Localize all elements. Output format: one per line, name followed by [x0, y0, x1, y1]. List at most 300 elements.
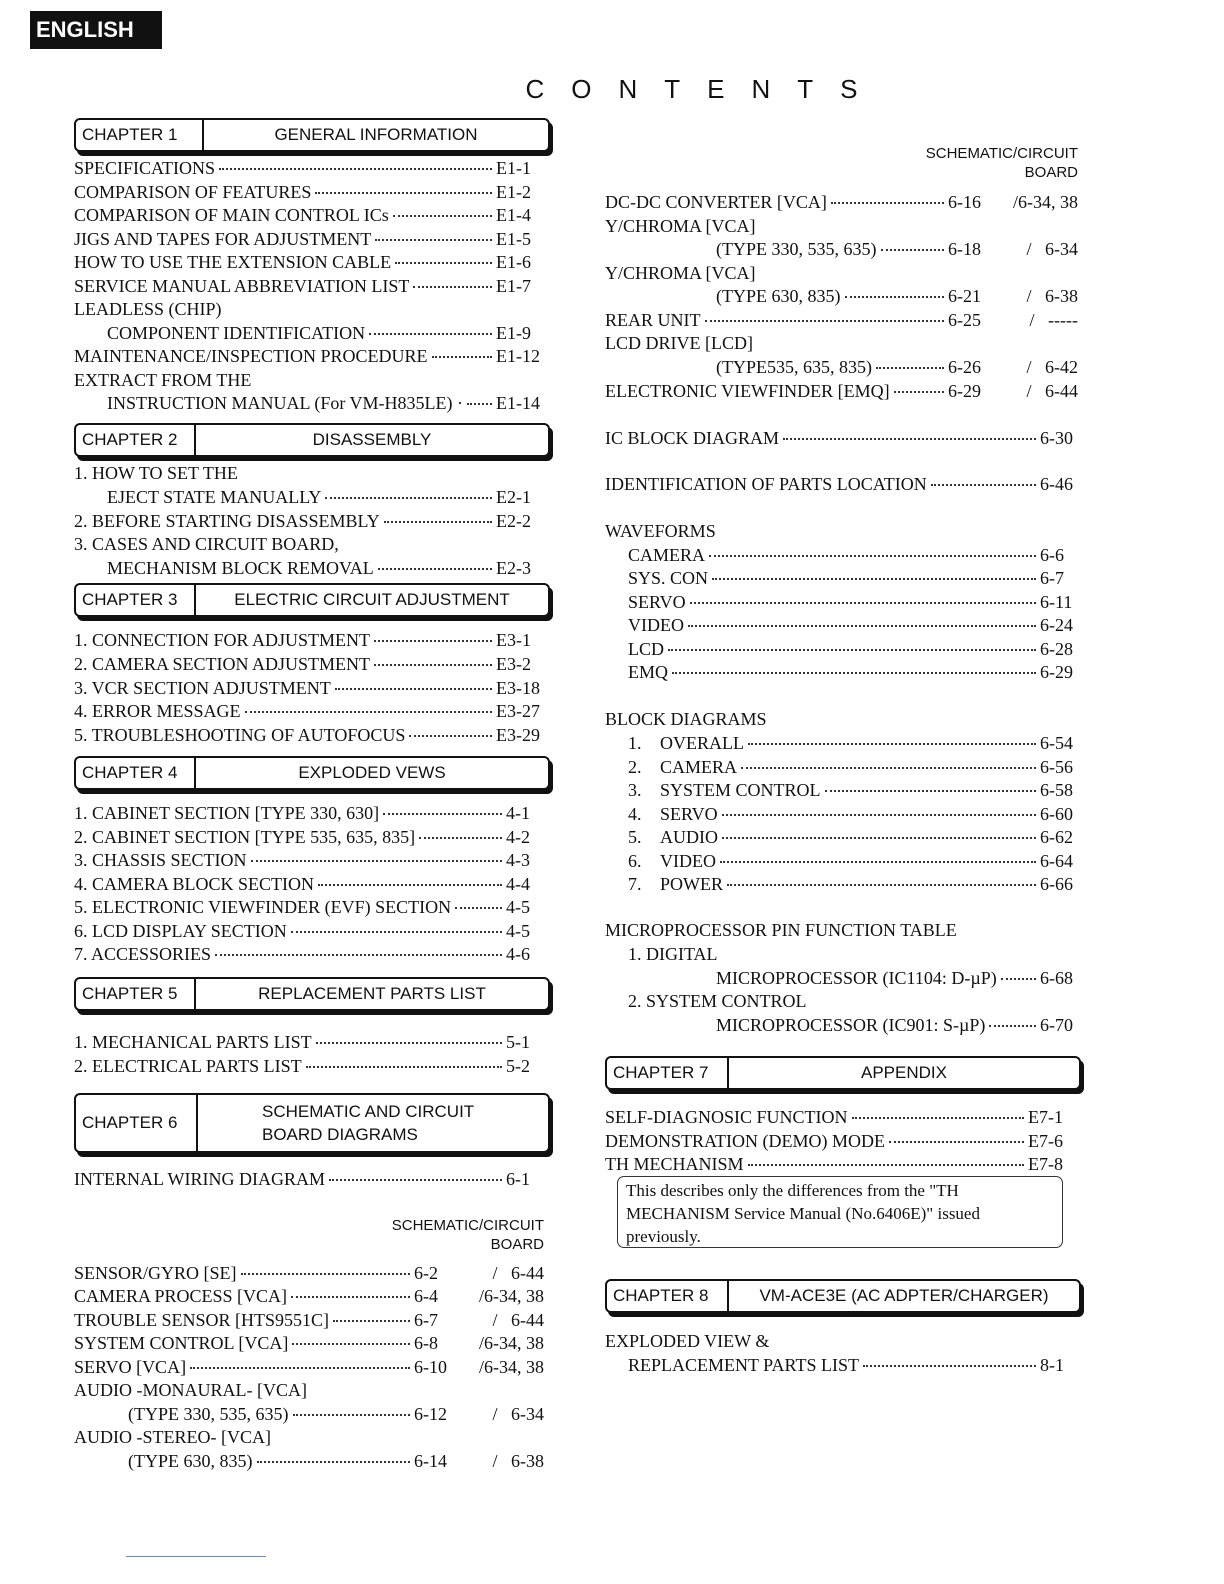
- entry-page: 6-54: [1040, 733, 1073, 753]
- entry-title: VIDEO: [628, 615, 684, 635]
- dot-leader: [329, 1179, 502, 1181]
- entry-page: E1-6: [496, 252, 531, 272]
- entry-page: 6-68: [1040, 968, 1073, 988]
- entry-page: E1-1: [496, 158, 531, 178]
- toc-entry[interactable]: [74, 251, 544, 273]
- entry-page: 6-11: [1040, 592, 1073, 612]
- toc-entry[interactable]: [628, 826, 1076, 848]
- dot-leader: [316, 1042, 502, 1044]
- toc-entry[interactable]: [74, 1262, 544, 1284]
- toc-entry[interactable]: [716, 356, 1078, 378]
- entry-page: 6-10: [414, 1357, 447, 1377]
- entry-title: TROUBLE SENSOR [HTS9551C]: [74, 1310, 330, 1330]
- chapter-3-header[interactable]: [74, 583, 550, 617]
- entry-title: SYS. CON: [628, 568, 709, 588]
- dot-leader: [863, 1365, 1036, 1367]
- entry-title: CAMERA PROCESS [VCA]: [74, 1286, 288, 1306]
- chapter-5-header[interactable]: [74, 977, 550, 1011]
- entry-page: 5-2: [506, 1056, 530, 1076]
- toc-entry[interactable]: [74, 1285, 544, 1307]
- toc-entry[interactable]: [628, 873, 1076, 895]
- dot-leader: [741, 767, 1036, 769]
- entry-title: JIGS AND TAPES FOR ADJUSTMENT: [74, 229, 372, 249]
- entry-board: / 6-42: [1026, 357, 1078, 377]
- dot-leader: [375, 239, 492, 241]
- toc-entry[interactable]: [628, 638, 1076, 660]
- dot-leader: [1001, 978, 1036, 980]
- entry-number: 1.: [628, 733, 642, 753]
- entry-page: E3-1: [496, 630, 531, 650]
- toc-entry[interactable]: [74, 1309, 544, 1331]
- dot-leader: [257, 1461, 411, 1463]
- toc-entry[interactable]: [74, 1168, 534, 1190]
- dot-leader: [825, 790, 1036, 792]
- entry-title: CAMERA: [628, 545, 706, 565]
- entry-title: CAMERA: [660, 757, 738, 777]
- entry-page: 6-2: [414, 1263, 438, 1283]
- dot-leader: [722, 837, 1036, 839]
- dot-leader: [374, 664, 492, 666]
- toc-entry[interactable]: [74, 275, 544, 297]
- dot-leader: [831, 202, 944, 204]
- entry-title: DC-DC CONVERTER [VCA]: [605, 192, 827, 212]
- dot-leader: [709, 555, 1036, 557]
- entry-board: / 6-38: [1026, 286, 1078, 306]
- dot-leader: [241, 1273, 410, 1275]
- entry-board: / 6-34: [492, 1404, 544, 1424]
- entry-title: SPECIFICATIONS: [74, 158, 216, 178]
- chapter-number: CHAPTER 5: [76, 979, 196, 1009]
- toc-entry[interactable]: [74, 1332, 544, 1354]
- dot-leader: [413, 286, 492, 288]
- entry-page: E1-5: [496, 229, 531, 249]
- toc-entry[interactable]: [74, 802, 534, 824]
- dot-leader: [989, 1025, 1036, 1027]
- chapter-name: ELECTRIC CIRCUIT ADJUSTMENT: [234, 590, 510, 609]
- entry-title: (TYPE 330, 535, 635): [716, 239, 877, 259]
- entry-title: SYSTEM CONTROL: [660, 780, 821, 800]
- entry-title: (TYPE 330, 535, 635): [128, 1404, 289, 1424]
- toc-heading: 2. SYSTEM CONTROL: [628, 991, 807, 1011]
- toc-heading: LEADLESS (CHIP): [74, 299, 222, 319]
- chapter-6-header[interactable]: [74, 1093, 550, 1153]
- entry-title: 1. MECHANICAL PARTS LIST: [74, 1032, 312, 1052]
- entry-board: / 6-44: [1026, 381, 1078, 401]
- chapter-number: CHAPTER 4: [76, 758, 196, 788]
- dot-leader: [306, 1066, 502, 1068]
- dot-leader: [668, 649, 1036, 651]
- dot-leader: [384, 521, 492, 523]
- entry-page: 6-18: [948, 239, 981, 259]
- chapter-number: CHAPTER 8: [607, 1281, 729, 1311]
- column-header-line: SCHEMATIC/CIRCUIT: [391, 1217, 544, 1234]
- toc-entry[interactable]: [628, 779, 1076, 801]
- column-header-line: SCHEMATIC/CIRCUIT: [925, 145, 1078, 162]
- dot-leader: [190, 1367, 410, 1369]
- dot-leader: [783, 438, 1036, 440]
- entry-number: 6.: [628, 851, 642, 871]
- entry-page: 6-26: [948, 357, 981, 377]
- column-header-right: [880, 144, 1078, 182]
- entry-title: 2. CAMERA SECTION ADJUSTMENT: [74, 654, 371, 674]
- entry-title: 2. ELECTRICAL PARTS LIST: [74, 1056, 302, 1076]
- entry-title: (TYPE 630, 835): [128, 1451, 253, 1471]
- entry-page: 6-21: [948, 286, 981, 306]
- entry-title: SERVICE MANUAL ABBREVIATION LIST: [74, 276, 410, 296]
- entry-page: E7-1: [1028, 1107, 1063, 1127]
- entry-title: MAINTENANCE/INSPECTION PROCEDURE: [74, 346, 428, 366]
- dot-leader: [374, 640, 492, 642]
- toc-entry[interactable]: [74, 826, 534, 848]
- toc-entry[interactable]: [628, 614, 1076, 636]
- chapter-number: CHAPTER 3: [76, 585, 196, 615]
- entry-page: E1-2: [496, 182, 531, 202]
- entry-page: E2-2: [496, 511, 531, 531]
- dot-leader: [335, 688, 492, 690]
- toc-entry[interactable]: [605, 427, 1076, 449]
- entry-page: 4-5: [506, 921, 530, 941]
- dot-leader: [720, 861, 1036, 863]
- dot-leader: [378, 568, 492, 570]
- dot-leader: [251, 860, 502, 862]
- entry-page: E3-27: [496, 701, 540, 721]
- entry-title: SENSOR/GYRO [SE]: [74, 1263, 237, 1283]
- entry-page: 4-1: [506, 803, 530, 823]
- entry-title: TH MECHANISM: [605, 1154, 744, 1174]
- toc-entry[interactable]: [605, 1106, 1068, 1128]
- entry-title: LCD: [628, 639, 664, 659]
- toc-heading: AUDIO -STEREO- [VCA]: [74, 1427, 271, 1447]
- toc-entry[interactable]: [107, 486, 544, 508]
- entry-title: 5. ELECTRONIC VIEWFINDER (EVF) SECTION: [74, 897, 452, 917]
- th-mechanism-note: This describes only the differences from the "TH MECHANISM Service Manual (No.6406E)" issued previously.: [617, 1176, 1063, 1248]
- toc-entry[interactable]: [74, 1031, 534, 1053]
- toc-entry[interactable]: [74, 873, 534, 895]
- entry-title: SELF-DIAGNOSIC FUNCTION: [605, 1107, 848, 1127]
- toc-entry[interactable]: [628, 1354, 1066, 1376]
- dot-leader: [245, 711, 492, 713]
- toc-entry[interactable]: [605, 1153, 1068, 1175]
- toc-entry[interactable]: [107, 557, 544, 579]
- entry-page: E2-3: [496, 558, 531, 578]
- entry-title: 2. CABINET SECTION [TYPE 535, 635, 835]: [74, 827, 416, 847]
- entry-page: E3-18: [496, 678, 540, 698]
- toc-entry[interactable]: [716, 285, 1078, 307]
- entry-page: 6-29: [1040, 662, 1073, 682]
- chapter-8-header[interactable]: [605, 1279, 1081, 1313]
- toc-entry[interactable]: [628, 732, 1076, 754]
- entry-board: / 6-34: [1026, 239, 1078, 259]
- entry-page: E7-8: [1028, 1154, 1063, 1174]
- dot-leader: [748, 743, 1036, 745]
- toc-entry[interactable]: [716, 967, 1076, 989]
- entry-title: INTERNAL WIRING DIAGRAM: [74, 1169, 325, 1189]
- toc-entry[interactable]: [716, 238, 1078, 260]
- toc-entry[interactable]: [605, 473, 1076, 495]
- toc-entry[interactable]: [628, 803, 1076, 825]
- entry-title: 4. CAMERA BLOCK SECTION: [74, 874, 315, 894]
- entry-title: MECHANISM BLOCK REMOVAL: [107, 558, 374, 578]
- dot-leader: [672, 672, 1036, 674]
- dot-leader: [325, 497, 492, 499]
- toc-entry[interactable]: [605, 380, 1078, 402]
- toc-heading: WAVEFORMS: [605, 521, 716, 541]
- toc-entry[interactable]: [74, 700, 544, 722]
- entry-page: 6-8: [414, 1333, 438, 1353]
- entry-board: /6-34, 38: [479, 1286, 544, 1306]
- entry-title: 1. CONNECTION FOR ADJUSTMENT: [74, 630, 371, 650]
- toc-entry[interactable]: [128, 1403, 544, 1425]
- toc-entry[interactable]: [74, 1055, 534, 1077]
- entry-page: 6-70: [1040, 1015, 1073, 1035]
- toc-entry[interactable]: [74, 629, 544, 651]
- toc-entry[interactable]: [628, 591, 1076, 613]
- entry-number: 5.: [628, 827, 642, 847]
- entry-title: 6. LCD DISPLAY SECTION: [74, 921, 287, 941]
- entry-title: SERVO [VCA]: [74, 1357, 187, 1377]
- dot-leader: [712, 578, 1036, 580]
- chapter-4-header[interactable]: [74, 756, 550, 790]
- toc-entry[interactable]: [74, 345, 544, 367]
- dot-leader: [852, 1117, 1024, 1119]
- dot-leader: [845, 296, 945, 298]
- column-header-left: [346, 1216, 544, 1254]
- chapter-name: VM-ACE3E (AC ADPTER/CHARGER): [759, 1286, 1049, 1305]
- dot-leader: [215, 954, 502, 956]
- entry-title: 4. ERROR MESSAGE: [74, 701, 241, 721]
- toc-heading: BLOCK DIAGRAMS: [605, 709, 767, 729]
- toc-entry[interactable]: [74, 157, 544, 179]
- entry-title: SERVO: [628, 592, 686, 612]
- entry-board: / 6-44: [492, 1310, 544, 1330]
- column-header-line: BOARD: [490, 1236, 544, 1253]
- entry-title: (TYPE535, 635, 835): [716, 357, 872, 377]
- toc-entry[interactable]: [605, 1130, 1068, 1152]
- entry-board: /6-34, 38: [1013, 192, 1078, 212]
- toc-entry[interactable]: [74, 943, 534, 965]
- entry-title: ELECTRONIC VIEWFINDER [EMQ]: [605, 381, 890, 401]
- entry-page: E2-1: [496, 487, 531, 507]
- entry-title: OVERALL: [660, 733, 744, 753]
- toc-entry[interactable]: [74, 677, 544, 699]
- entry-page: 6-58: [1040, 780, 1073, 800]
- entry-number: 4.: [628, 804, 642, 824]
- dot-leader: [432, 356, 492, 358]
- entry-page: E1-4: [496, 205, 531, 225]
- entry-title: EJECT STATE MANUALLY: [107, 487, 322, 507]
- chapter-number: CHAPTER 7: [607, 1058, 729, 1088]
- chapter-7-header[interactable]: [605, 1056, 1081, 1090]
- dot-leader: [395, 262, 492, 264]
- chapter-name: DISASSEMBLY: [312, 430, 432, 449]
- entry-page: 6-14: [414, 1451, 447, 1471]
- chapter-name-line: BOARD DIAGRAMS: [262, 1125, 418, 1144]
- dot-leader: [383, 813, 502, 815]
- toc-heading: EXTRACT FROM THE: [74, 370, 252, 390]
- entry-board: /6-34, 38: [479, 1333, 544, 1353]
- toc-entry[interactable]: [74, 849, 534, 871]
- entry-board: / 6-44: [492, 1263, 544, 1283]
- dot-leader: [409, 735, 492, 737]
- entry-page: E7-6: [1028, 1131, 1063, 1151]
- chapter-number: CHAPTER 2: [76, 425, 196, 455]
- toc-entry[interactable]: [605, 191, 1078, 213]
- toc-entry[interactable]: [74, 1356, 544, 1378]
- dot-leader: [219, 168, 492, 170]
- toc-heading: 1. DIGITAL: [628, 944, 718, 964]
- entry-title: IDENTIFICATION OF PARTS LOCATION: [605, 474, 927, 494]
- entry-page: 6-28: [1040, 639, 1073, 659]
- dot-leader: [315, 192, 492, 194]
- entry-page: 6-66: [1040, 874, 1073, 894]
- entry-number: 3.: [628, 780, 642, 800]
- entry-page: E1-7: [496, 276, 531, 296]
- entry-page: 6-30: [1040, 428, 1073, 448]
- entry-page: 6-46: [1040, 474, 1073, 494]
- entry-page: 6-29: [948, 381, 981, 401]
- toc-entry[interactable]: [74, 228, 544, 250]
- entry-page: 5-1: [506, 1032, 530, 1052]
- entry-title: MICROPROCESSOR (IC901: S-µP): [716, 1015, 986, 1035]
- entry-page: E3-29: [496, 725, 540, 745]
- entry-number: 2.: [628, 757, 642, 777]
- toc-heading: Y/CHROMA [VCA]: [605, 216, 756, 236]
- chapter-name-line: SCHEMATIC AND CIRCUIT: [262, 1102, 475, 1121]
- toc-entry[interactable]: [74, 896, 534, 918]
- toc-heading: 1. HOW TO SET THE: [74, 463, 238, 483]
- chapter-name: REPLACEMENT PARTS LIST: [258, 984, 486, 1003]
- entry-title: COMPARISON OF FEATURES: [74, 182, 312, 202]
- entry-page: 4-5: [506, 897, 530, 917]
- dot-leader: [291, 931, 502, 933]
- toc-entry[interactable]: [107, 392, 544, 414]
- toc-entry[interactable]: [628, 567, 1076, 589]
- toc-heading: AUDIO -MONAURAL- [VCA]: [74, 1380, 307, 1400]
- entry-title: POWER: [660, 874, 723, 894]
- chapter-number: CHAPTER 6: [76, 1095, 198, 1151]
- entry-number: 7.: [628, 874, 642, 894]
- chapter-1-header[interactable]: [74, 118, 550, 152]
- dot-leader: [393, 215, 492, 217]
- entry-title: MICROPROCESSOR (IC1104: D-µP): [716, 968, 997, 988]
- toc-entry[interactable]: [74, 181, 544, 203]
- entry-page: 8-1: [1040, 1355, 1064, 1375]
- entry-page: 6-60: [1040, 804, 1073, 824]
- toc-entry[interactable]: [716, 1014, 1076, 1036]
- dot-leader: [419, 837, 502, 839]
- dot-leader: [722, 814, 1036, 816]
- entry-page: 6-64: [1040, 851, 1073, 871]
- chapter-name: GENERAL INFORMATION: [274, 125, 478, 144]
- toc-entry[interactable]: [107, 322, 544, 344]
- toc-heading: LCD DRIVE [LCD]: [605, 333, 753, 353]
- entry-title: 1. CABINET SECTION [TYPE 330, 630]: [74, 803, 380, 823]
- dot-leader: [748, 1164, 1024, 1166]
- entry-title: SERVO: [660, 804, 718, 824]
- entry-title: HOW TO USE THE EXTENSION CABLE: [74, 252, 392, 272]
- dot-leader: [455, 907, 502, 909]
- toc-entry[interactable]: [628, 661, 1076, 683]
- entry-page: 6-24: [1040, 615, 1073, 635]
- dot-leader: [727, 884, 1036, 886]
- toc-entry[interactable]: [628, 850, 1076, 872]
- entry-page: 6-16: [948, 192, 981, 212]
- footer-rule: [126, 1556, 266, 1557]
- entry-page: 4-2: [506, 827, 530, 847]
- toc-heading: MICROPROCESSOR PIN FUNCTION TABLE: [605, 920, 957, 940]
- dot-leader: [889, 1141, 1024, 1143]
- column-header-line: BOARD: [1024, 164, 1078, 181]
- entry-board: / -----: [1029, 310, 1078, 330]
- toc-entry[interactable]: [605, 309, 1078, 331]
- toc-entry[interactable]: [74, 724, 544, 746]
- entry-page: E1-9: [496, 323, 531, 343]
- entry-page: 6-25: [948, 310, 981, 330]
- entry-page: 4-4: [506, 874, 530, 894]
- toc-entry[interactable]: [74, 920, 534, 942]
- dot-leader: [333, 1320, 410, 1322]
- entry-page: 6-56: [1040, 757, 1073, 777]
- entry-title: (TYPE 630, 835): [716, 286, 841, 306]
- toc-heading: EXPLODED VIEW &: [605, 1331, 770, 1351]
- entry-page: 6-62: [1040, 827, 1073, 847]
- entry-title: 3. VCR SECTION ADJUSTMENT: [74, 678, 331, 698]
- entry-title: INSTRUCTION MANUAL (For VM-H835LE) ·: [107, 393, 463, 413]
- entry-title: REPLACEMENT PARTS LIST: [628, 1355, 859, 1375]
- dot-leader: [688, 625, 1036, 627]
- entry-title: 3. CHASSIS SECTION: [74, 850, 247, 870]
- toc-entry[interactable]: [628, 756, 1076, 778]
- toc-heading: 3. CASES AND CIRCUIT BOARD,: [74, 534, 339, 554]
- entry-title: AUDIO: [660, 827, 718, 847]
- dot-leader: [293, 1414, 411, 1416]
- chapter-name: [198, 1095, 548, 1151]
- entry-board: / 6-38: [492, 1451, 544, 1471]
- entry-page: 6-7: [414, 1310, 438, 1330]
- entry-title: COMPONENT IDENTIFICATION: [107, 323, 366, 343]
- dot-leader: [705, 320, 945, 322]
- entry-title: SYSTEM CONTROL [VCA]: [74, 1333, 289, 1353]
- entry-page: 4-3: [506, 850, 530, 870]
- page-title: CONTENTS: [525, 74, 885, 104]
- dot-leader: [292, 1343, 410, 1345]
- toc-entry[interactable]: [128, 1450, 544, 1472]
- entry-page: E1-14: [496, 393, 540, 413]
- toc-entry[interactable]: [74, 510, 544, 532]
- dot-leader: [690, 602, 1036, 604]
- toc-entry[interactable]: [74, 653, 544, 675]
- dot-leader: [318, 884, 502, 886]
- chapter-name: EXPLODED VEWS: [298, 763, 446, 782]
- entry-board: /6-34, 38: [479, 1357, 544, 1377]
- entry-page: 6-12: [414, 1404, 447, 1424]
- entry-page: 6-6: [1040, 545, 1064, 565]
- entry-page: 4-6: [506, 944, 530, 964]
- entry-title: 7. ACCESSORIES: [74, 944, 212, 964]
- entry-title: IC BLOCK DIAGRAM: [605, 428, 780, 448]
- chapter-2-header[interactable]: [74, 423, 550, 457]
- toc-entry[interactable]: [74, 204, 544, 226]
- dot-leader: [876, 367, 944, 369]
- dot-leader: [931, 484, 1036, 486]
- entry-title: REAR UNIT: [605, 310, 701, 330]
- dot-leader: [894, 391, 944, 393]
- entry-page: 6-1: [506, 1169, 530, 1189]
- dot-leader: [291, 1296, 410, 1298]
- entry-page: E1-12: [496, 346, 540, 366]
- toc-entry[interactable]: [628, 544, 1076, 566]
- entry-page: 6-7: [1040, 568, 1064, 588]
